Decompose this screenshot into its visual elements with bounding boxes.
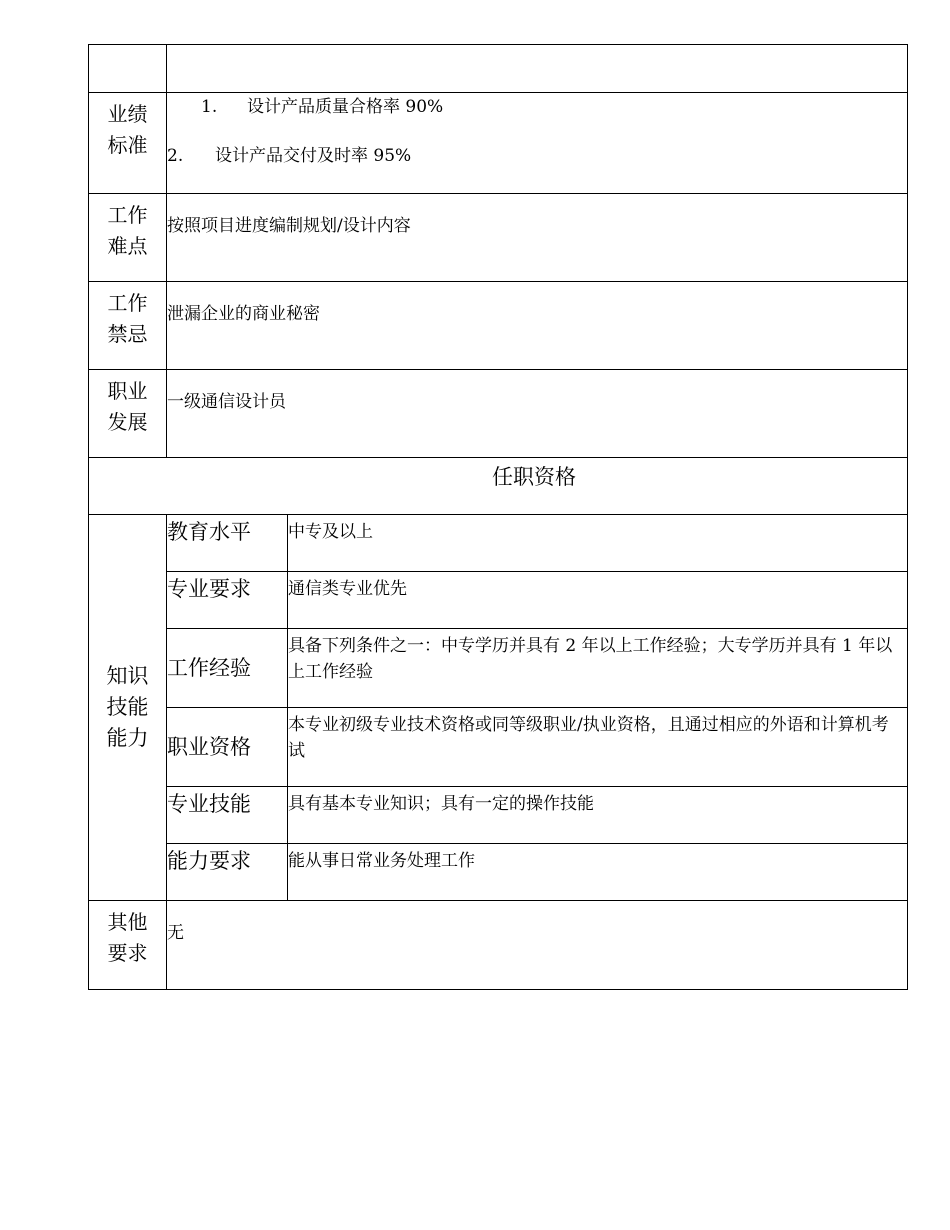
qualification-header	[89, 458, 908, 515]
performance-content	[167, 93, 908, 194]
performance-label	[89, 93, 167, 194]
job-description-table	[88, 44, 908, 990]
qualification-header-row	[89, 458, 908, 515]
performance-item-number: 2.	[167, 146, 184, 166]
qualification-value: 本专业初级专业技术资格或同等级职业/执业资格，且通过相应的外语和计算机考试	[288, 708, 908, 787]
qualification-value: 通信类专业优先	[288, 572, 908, 629]
other-content	[167, 901, 908, 990]
knowledge-row	[89, 844, 908, 901]
knowledge-row	[89, 708, 908, 787]
difficulty-label-text: 工作难点	[107, 203, 148, 258]
knowledge-label-text: 知识技能能力	[106, 664, 149, 750]
knowledge-row	[89, 572, 908, 629]
career-content	[167, 370, 908, 458]
performance-item-text: 设计产品交付及时率 95%	[215, 146, 412, 166]
qualification-value: 具有基本专业知识；具有一定的操作技能	[288, 787, 908, 844]
career-label-text: 职业发展	[107, 379, 148, 434]
difficulty-content	[167, 194, 908, 282]
performance-item-text: 设计产品质量合格率 90%	[247, 97, 444, 117]
qualification-label: 职业资格	[167, 708, 288, 787]
taboo-content	[167, 282, 908, 370]
taboo-text: 泄漏企业的商业秘密	[167, 304, 320, 324]
difficulty-row	[89, 194, 908, 282]
taboo-label	[89, 282, 167, 370]
other-text: 无	[167, 923, 184, 943]
qualification-label: 专业技能	[167, 787, 288, 844]
qualification-label: 能力要求	[167, 844, 288, 901]
qualification-label: 专业要求	[167, 572, 288, 629]
performance-item	[167, 95, 907, 119]
performance-item	[167, 144, 907, 168]
qualification-header-text: 任职资格	[492, 465, 576, 489]
qualification-value: 具备下列条件之一：中专学历并具有 2 年以上工作经验；大专学历并具有 1 年以上工作经验	[288, 629, 908, 708]
career-label	[89, 370, 167, 458]
empty-row-label	[89, 45, 167, 93]
difficulty-text: 按照项目进度编制规划/设计内容	[167, 216, 411, 236]
other-row	[89, 901, 908, 990]
career-text: 一级通信设计员	[167, 392, 286, 412]
career-row	[89, 370, 908, 458]
knowledge-label	[89, 515, 167, 901]
difficulty-label	[89, 194, 167, 282]
knowledge-row	[89, 629, 908, 708]
other-label-text: 其他要求	[107, 910, 148, 965]
knowledge-row	[89, 787, 908, 844]
performance-row	[89, 93, 908, 194]
qualification-value: 中专及以上	[288, 515, 908, 572]
other-label	[89, 901, 167, 990]
qualification-label: 工作经验	[167, 629, 288, 708]
empty-row	[89, 45, 908, 93]
performance-label-text: 业绩标准	[107, 102, 148, 157]
qualification-label: 教育水平	[167, 515, 288, 572]
taboo-row	[89, 282, 908, 370]
knowledge-row	[89, 515, 908, 572]
qualification-value: 能从事日常业务处理工作	[288, 844, 908, 901]
taboo-label-text: 工作禁忌	[107, 291, 148, 346]
empty-row-content	[167, 45, 908, 93]
performance-item-number: 1.	[201, 97, 218, 117]
